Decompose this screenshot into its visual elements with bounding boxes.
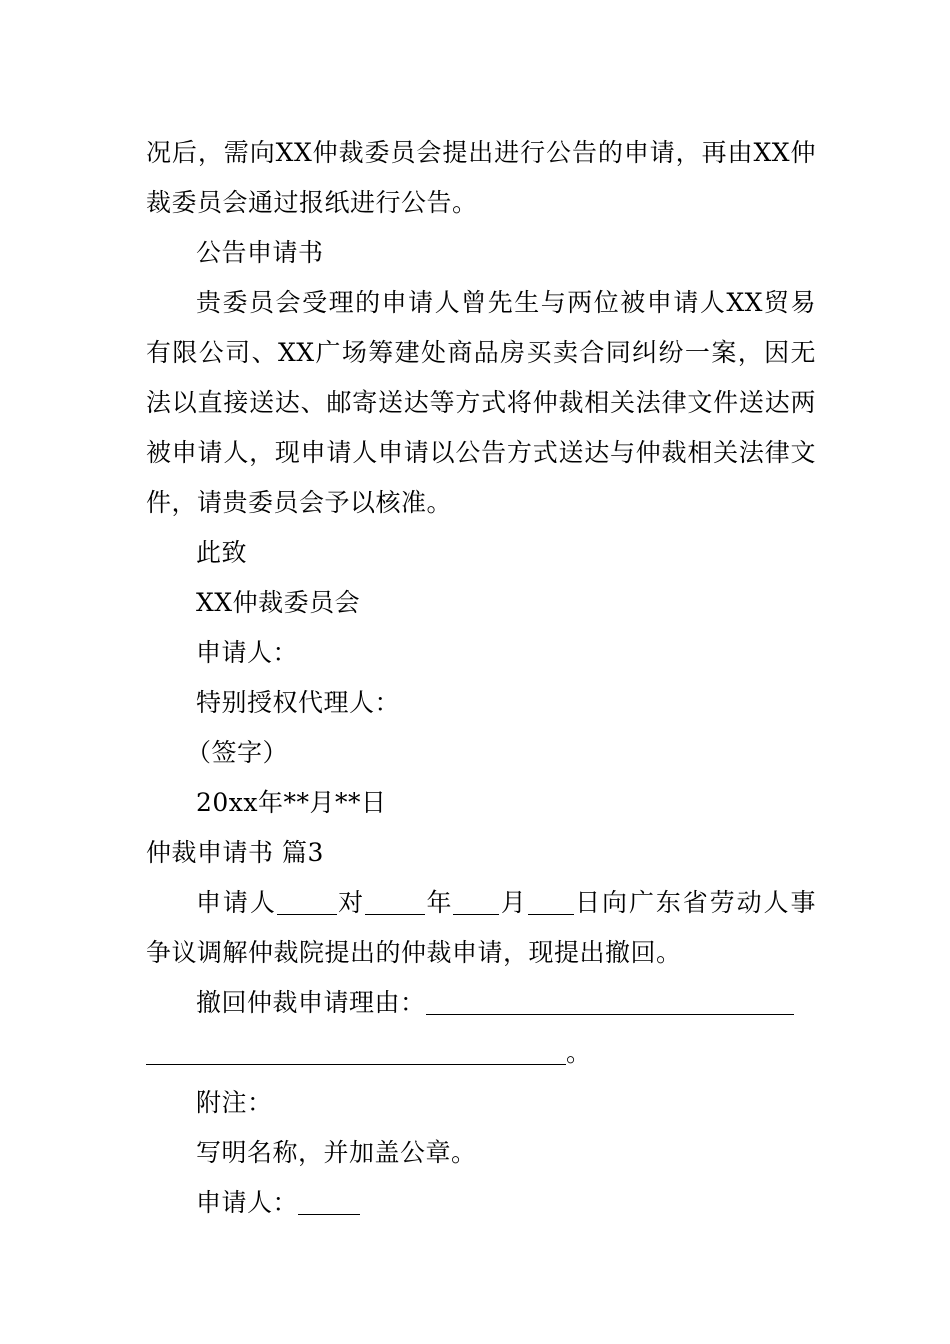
authorized-agent-label: 特别授权代理人： (196, 688, 401, 717)
date-line: 20xx年**月**日 (196, 788, 387, 817)
salutation: 此致 (196, 538, 248, 567)
section-heading: 仲裁申请书 篇3 (146, 838, 324, 867)
paragraph-application-body: 贵委员会受理的申请人曾先生与两位被申请人XX贸易有限公司、XX广场筹建处商品房买卖合同纠纷一案，因无法以直接送达、邮寄送达等方式将仲裁相关法律文件送达两被申请人，现申请人申请以公告方式送达与仲裁相关法律文件，请贵委员会予以核准。 (146, 288, 816, 517)
blank-line (528, 889, 574, 915)
recipient-committee: XX仲裁委员会 (196, 588, 361, 617)
paragraph-continuation: 况后，需向XX仲裁委员会提出进行公告的申请，再由XX仲裁委员会通过报纸进行公告。 (146, 138, 816, 217)
blank-line (426, 989, 794, 1015)
blank-line (298, 1189, 360, 1215)
document-body (146, 128, 816, 1228)
signature-note: （签字） (186, 738, 289, 767)
applicant-label: 申请人： (196, 638, 299, 667)
withdrawal-reason-line: 撤回仲裁申请理由： (146, 978, 816, 1028)
note-label: 附注： (196, 1088, 273, 1117)
blank-line (277, 889, 337, 915)
blank-line (146, 1039, 566, 1065)
withdrawal-reason-continuation: 。 (146, 1028, 816, 1078)
withdrawal-paragraph: 申请人 对 年 月 日向广东省劳动人事争议调解仲裁院提出的仲裁申请，现提出撤回。 (146, 888, 816, 967)
blank-line (453, 889, 499, 915)
note-text: 写明名称，并加盖公章。 (196, 1138, 477, 1167)
notice-application-title: 公告申请书 (196, 238, 324, 267)
applicant-signature-line: 申请人： (146, 1178, 816, 1228)
blank-line (365, 889, 425, 915)
